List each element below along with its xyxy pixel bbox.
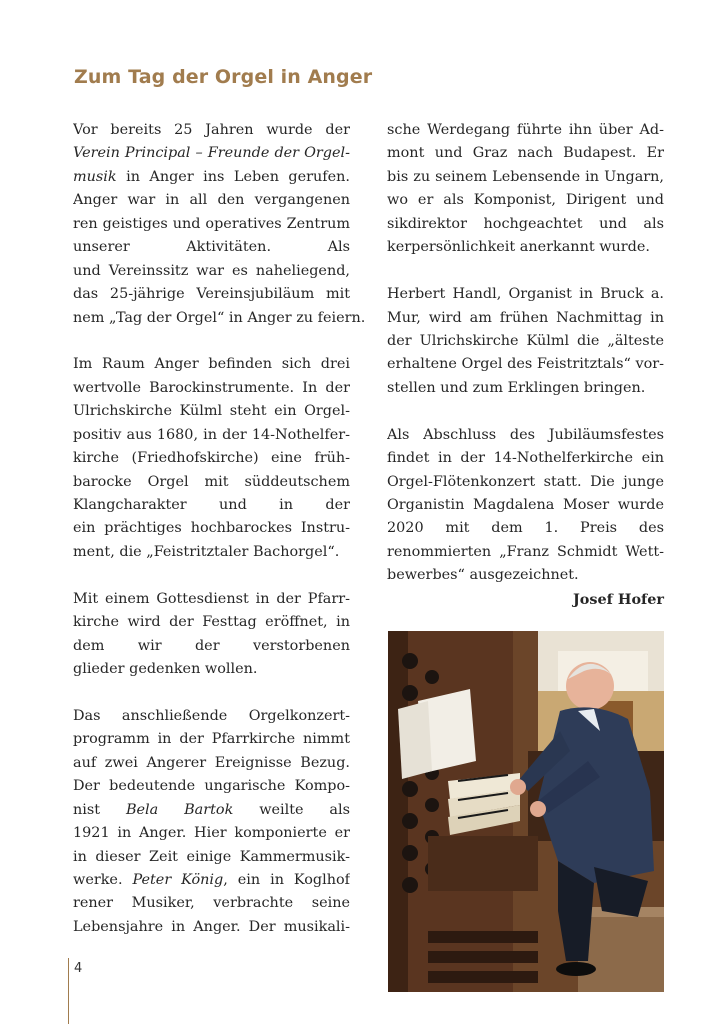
text-line: bis zu seinem Lebensende in Ungarn, [387,168,664,185]
article-title: Zum Tag der Orgel in Anger [74,66,373,88]
text-line: Mur, wird am frühen Nachmittag in [387,309,664,326]
text-line: Vor bereits 25 Jahren wurde der [73,122,350,138]
text-line [73,869,350,892]
text-segment: nist [73,801,126,818]
text-line: der Ulrichskirche Külml die „älteste [387,332,664,349]
text-line: Klangcharakter und in der [73,497,350,513]
text-line: Der bedeutende ungarische Kompo- [73,778,350,795]
page-rule [68,958,69,1024]
text-line: 2020 mit dem 1. Preis des [387,520,664,537]
text-line: das 25-jährige Vereinsjubiläum mit [73,286,350,303]
text-line: findet in der 14-Nothelferkirche ein [387,450,664,467]
text-line: ren geistiges und operatives Zentrum [73,215,350,232]
text-line: auf zwei Angerer Ereignisse Bezug. [73,754,350,771]
italic-text: musik [73,168,117,185]
text-line: sche Werdegang führte ihn über Ad- [387,122,664,138]
text-segment: , ein in Koglhof [223,872,350,888]
text-line: bewerbes“ ausgezeichnet. [387,567,579,584]
text-line: Das anschließende Orgelkonzert- [73,707,350,724]
text-line: kerpersönlichkeit anerkannt wurde. [387,239,650,256]
text-line: ment, die „Feistritztaler Bachorgel“. [73,543,340,560]
text-line: Mit einem Gottesdienst in der Pfarr- [73,590,350,607]
text-line: wo er als Komponist, Dirigent und [387,192,664,209]
text-line: in dieser Zeit einige Kammermusik- [73,848,350,865]
text-line: wertvolle Barockinstrumente. In der [73,379,350,396]
text-segment: weilte als [259,801,350,818]
left-column [73,119,366,939]
text-line: glieder gedenken wollen. [73,661,258,678]
text-line: Organistin Magdalena Moser wurde [387,497,664,513]
text-line: Im Raum Anger befinden sich drei [73,356,350,373]
text-line: positiv aus 1680, in der 14-Nothelfer- [73,426,350,443]
paragraph-gap [73,564,350,587]
text-line: und Vereinssitz war es naheliegend, [73,262,350,279]
text-line: Anger war in all den vergangenen [73,192,350,209]
text-line: dem wir der verstorbenen [73,637,350,654]
text-line [73,799,350,822]
paragraph-gap [387,260,664,283]
text-line: kirche (Friedhofskirche) eine früh- [73,450,350,467]
text-line: programm in der Pfarrkirche nimmt [73,731,350,748]
text-line: Ulrichskirche Külml steht ein Orgel- [73,403,350,420]
text-line: kirche wird der Festtag eröffnet, in [73,614,350,631]
text-line: Als Abschluss des Jubiläumsfestes [387,426,664,443]
page-number: 4 [74,961,83,976]
author-name: Josef Hofer [573,590,664,608]
text-line: Orgel-Flötenkonzert statt. Die junge [387,473,664,490]
italic-text: Peter König [132,872,224,888]
italic-text: Bela Bartok [125,801,234,818]
text-line: erhaltene Orgel des Feistritztals“ vor- [387,356,664,373]
text-line: sikdirektor hochgeachtet und als [387,215,664,232]
text-line: ein prächtiges hochbarockes Instru- [73,520,350,537]
text-line: barocke Orgel mit süddeutschem [73,473,350,490]
text-segment: in Anger ins Leben gerufen. [116,168,350,185]
text-line: Verein Principal – Freunde der Orgel- [73,145,350,162]
text-line: Lebensjahre in Anger. Der musikali- [73,918,350,935]
text-segment: werke. [73,872,133,888]
organ-photo [388,631,664,992]
right-column [387,119,664,611]
text-line: stellen und zum Erklingen bringen. [387,379,646,396]
paragraph-gap [387,400,664,423]
paragraph-gap [73,682,350,705]
text-line: renommierten „Franz Schmidt Wett- [387,543,664,560]
text-line: 1921 in Anger. Hier komponierte er [73,825,350,842]
text-line: rener Musiker, verbrachte seine [73,895,350,912]
paragraph-gap [73,330,350,353]
text-line [73,166,350,189]
text-line: nem „Tag der Orgel“ in Anger zu feiern. [73,309,366,326]
text-line: Herbert Handl, Organist in Bruck a. [387,286,664,303]
text-line: unserer Aktivitäten. Als [73,239,350,256]
text-line: mont und Graz nach Budapest. Er [387,145,664,162]
